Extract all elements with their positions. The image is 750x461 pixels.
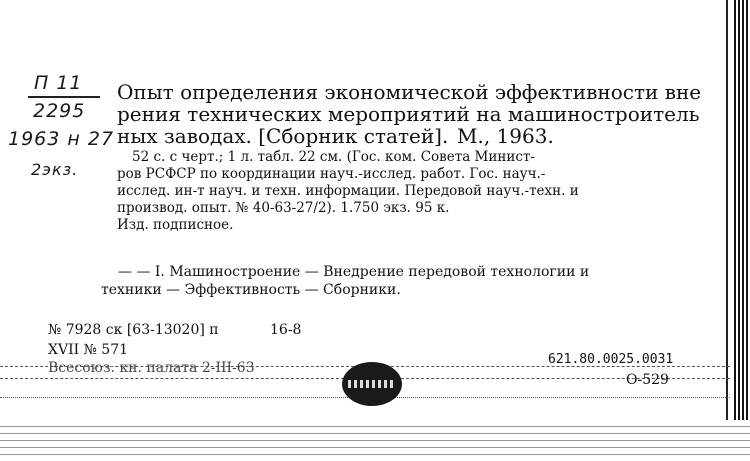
handwritten-shelf-mark: П 11	[34, 72, 83, 94]
series-number: XVII № 571	[48, 342, 129, 358]
publication-place-year: М., 1963.	[457, 124, 554, 148]
handwritten-underline	[28, 96, 100, 98]
card-edge-line	[726, 0, 728, 461]
order-number: № 7928 ск [63-13020] п	[48, 322, 219, 338]
subject-headings-line-2: техники — Эффективность — Сборники.	[101, 282, 401, 298]
handwritten-number: 2295	[33, 100, 86, 122]
description-line: Изд. подписное.	[117, 217, 234, 233]
udc-code: 621.80.0025.0031	[548, 352, 674, 367]
title-line-3: ных заводах. [Сборник статей].	[117, 124, 449, 148]
title-line-2: рения технических мероприятий на машиностроитель	[117, 102, 700, 126]
description-line: производ. опыт. № 40-63-27/2). 1.750 экз. 95 к.	[117, 200, 450, 216]
call-number: О-529	[626, 372, 669, 388]
description-line: исслед. ин-т науч. и техн. информации. Передовой науч.-техн. и	[117, 183, 579, 199]
description-line: 52 с. с черт.; 1 л. табл. 22 см. (Гос. ком. Совета Минист-	[132, 149, 535, 165]
punch-hole	[342, 362, 402, 406]
description-line: ров РСФСР по координации науч.-исслед. работ. Гос. науч.-	[117, 166, 546, 182]
book-chamber-stamp: Всесоюз. кн. палата 2-III-63	[48, 360, 255, 376]
card-edge-shadow	[734, 0, 750, 461]
format-size: 16-8	[270, 322, 302, 338]
handwritten-copies: 2экз.	[31, 160, 79, 179]
card-bottom-scan-noise	[0, 420, 750, 461]
handwritten-year-code: 1963 н 27	[8, 128, 115, 150]
subject-headings-line-1: — — I. Машиностроение — Внедрение передовой технологии и	[118, 264, 590, 280]
title-line-1: Опыт определения экономической эффективности вне	[117, 80, 702, 104]
